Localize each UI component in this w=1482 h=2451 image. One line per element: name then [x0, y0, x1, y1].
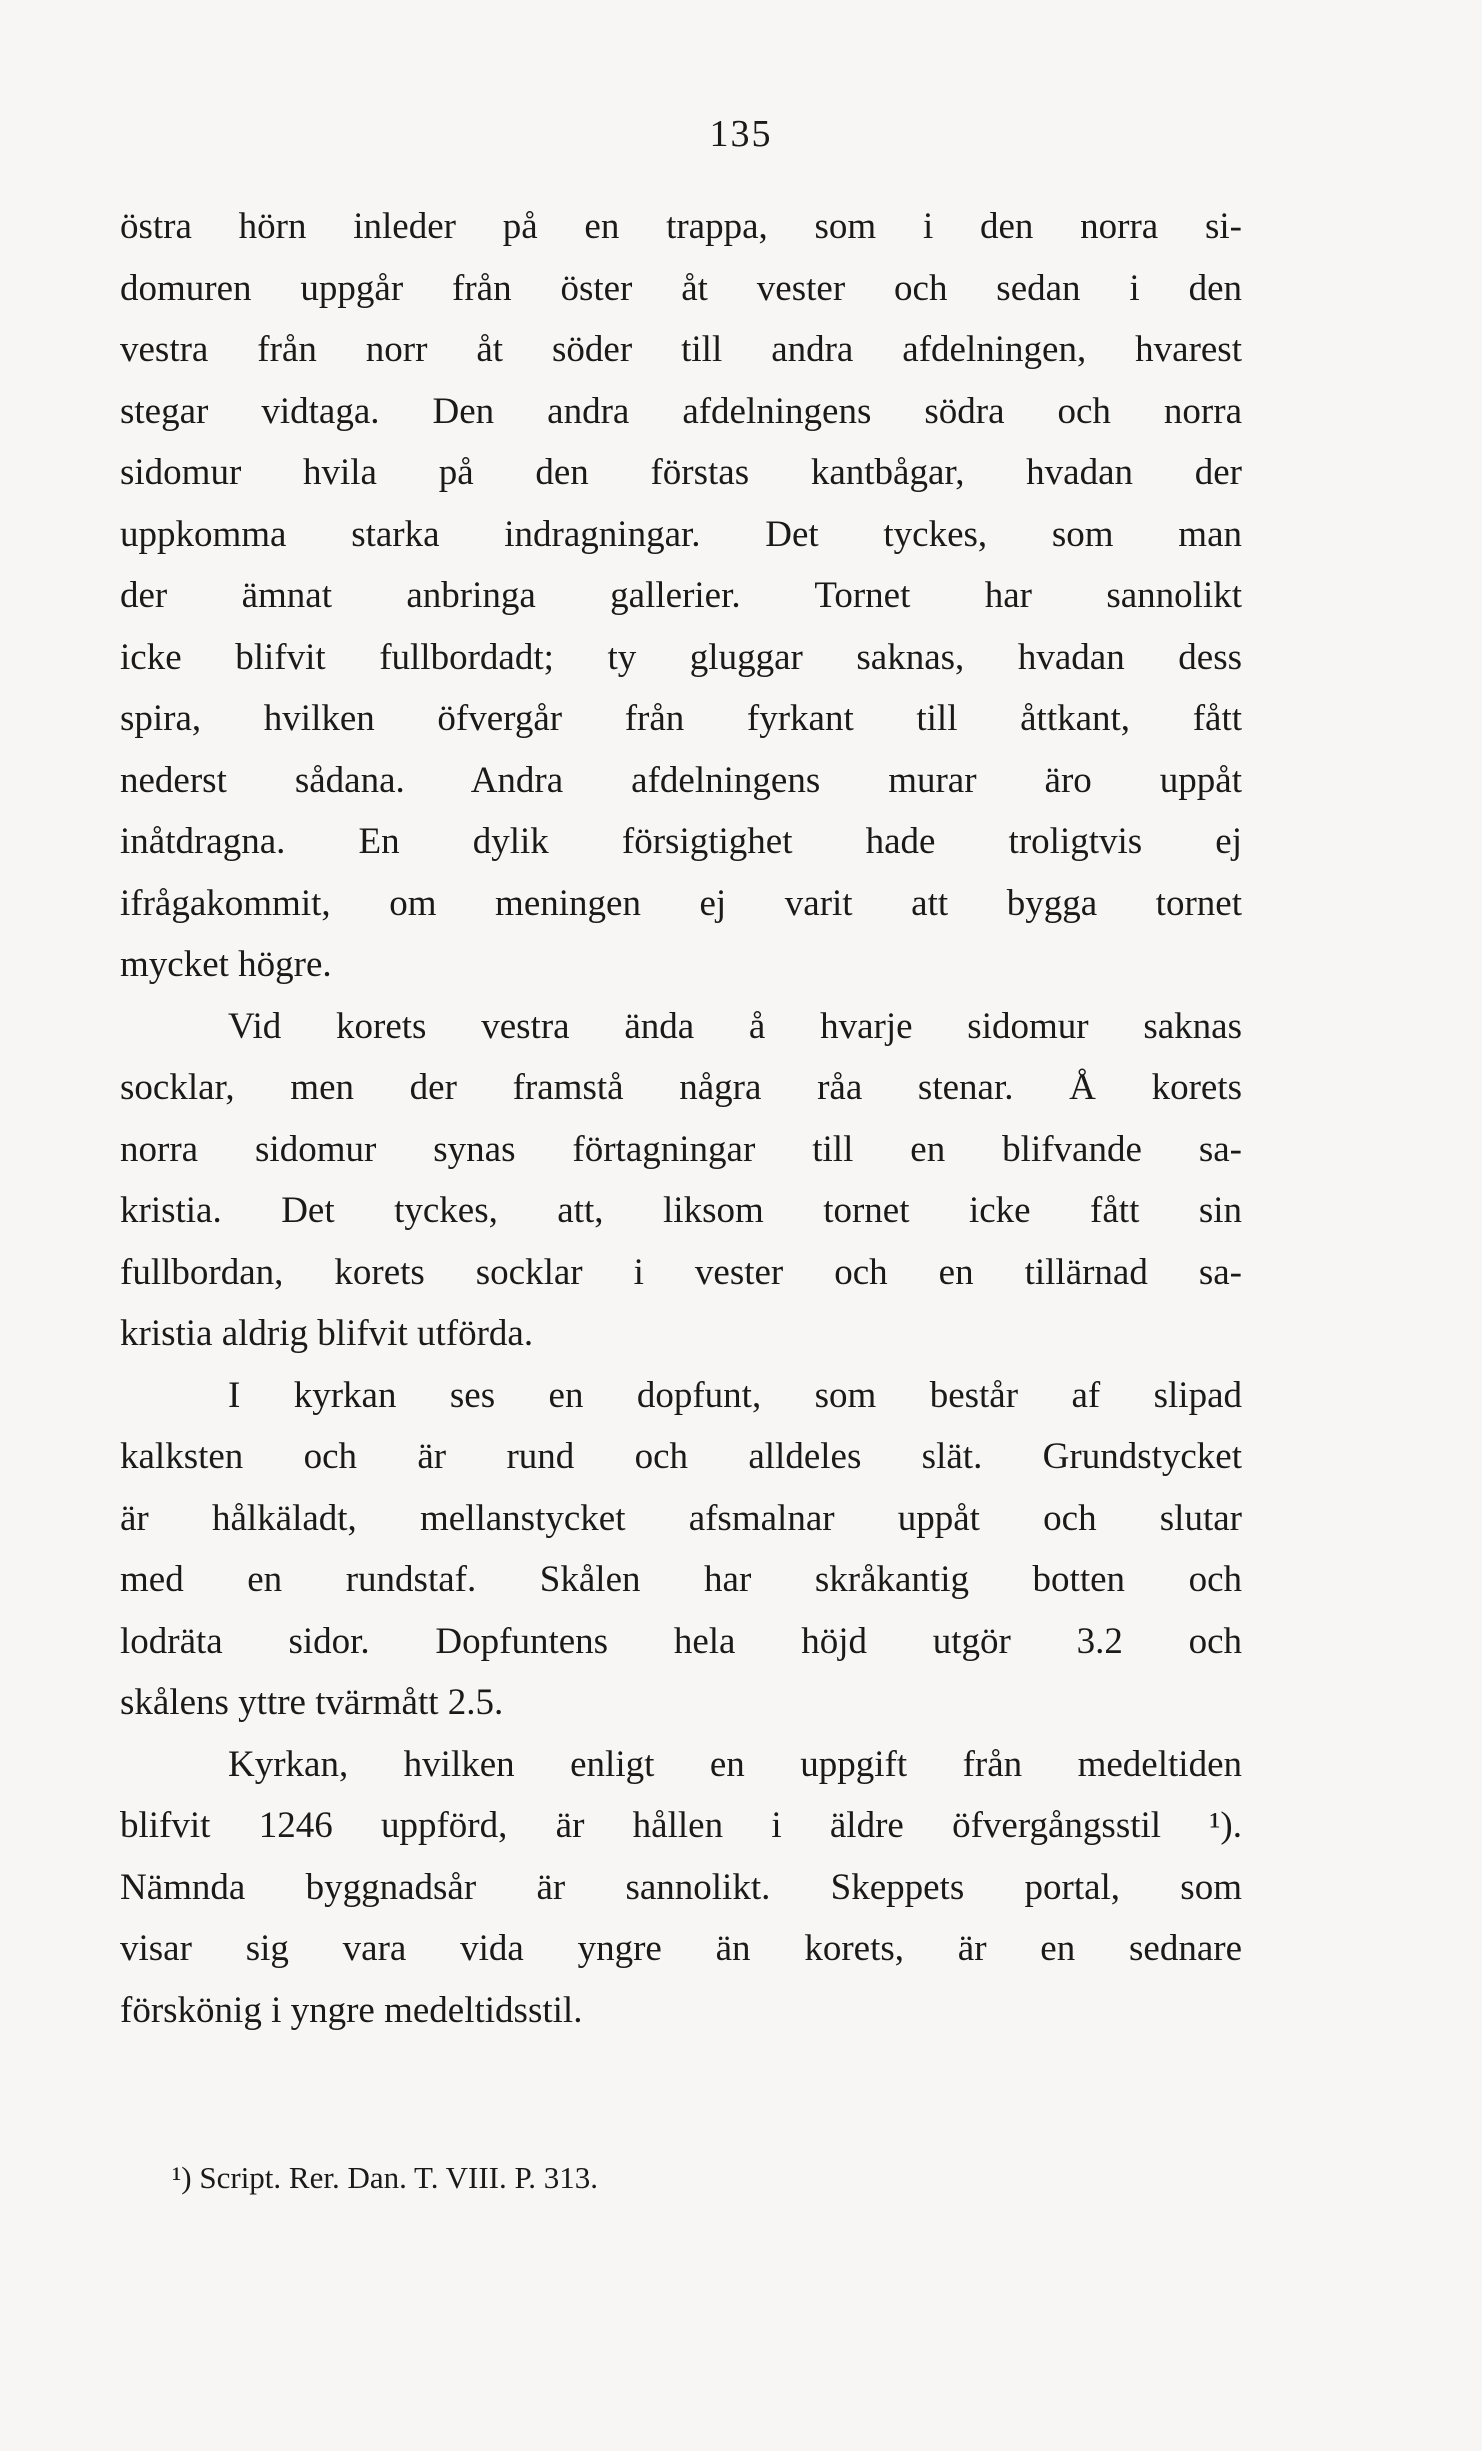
- text-line: kristia. Det tyckes, att, liksom tornet icke fått sin: [120, 1190, 1242, 1231]
- text-line: ifrågakommit, om meningen ej varit att bygga tornet: [120, 882, 1242, 924]
- text-line: fullbordan, korets socklar i vester och en tillärnad sa-: [120, 1251, 1242, 1293]
- text-line: skålens yttre tvärmått 2.5.: [120, 1682, 504, 1723]
- text-line: uppkomma starka indragningar. Det tyckes, som man: [120, 513, 1242, 555]
- text-line: vestra från norr åt söder till andra afdelningen, hvarest: [120, 329, 1242, 370]
- text-line: blifvit 1246 uppförd, är hållen i äldre öfvergångsstil ¹).: [120, 1805, 1242, 1846]
- footnote-text: Script. Rer. Dan. T. VIII. P. 313.: [199, 2160, 599, 2195]
- text-line: spira, hvilken öfvergår från fyrkant till åttkant, fått: [120, 698, 1242, 739]
- text-line: Nämnda byggnadsår är sannolikt. Skeppets portal, som: [120, 1866, 1242, 1908]
- text-line: mycket högre.: [120, 944, 332, 985]
- footnote: [172, 2160, 598, 2196]
- text-line: förskönig i yngre medeltidsstil.: [120, 1989, 583, 2031]
- paragraph-4: [120, 1734, 1242, 2042]
- text-line: sidomur hvila på den förstas kantbågar, hvadan der: [120, 452, 1242, 493]
- paragraph-1: [120, 196, 1242, 996]
- text-line: visar sig vara vida yngre än korets, är en sednare: [120, 1928, 1242, 1969]
- text-line: nederst sådana. Andra afdelningens murar äro uppåt: [120, 759, 1242, 801]
- text-line: norra sidomur synas förtagningar till en blifvande sa-: [120, 1128, 1242, 1170]
- text-line: med en rundstaf. Skålen har skråkantig botten och: [120, 1559, 1242, 1600]
- paragraph-2: [120, 996, 1242, 1365]
- text-line: Kyrkan, hvilken enligt en uppgift från medeltiden: [228, 1743, 1242, 1785]
- text-line: kristia aldrig blifvit utförda.: [120, 1313, 534, 1354]
- text-line: östra hörn inleder på en trappa, som i den norra si-: [120, 206, 1242, 247]
- text-line: icke blifvit fullbordadt; ty gluggar saknas, hvadan dess: [120, 636, 1242, 678]
- text-line: der ämnat anbringa gallerier. Tornet har sannolikt: [120, 575, 1242, 616]
- text-line: kalksten och är rund och alldeles slät. Grundstycket: [120, 1436, 1242, 1477]
- page-number: 135: [709, 113, 773, 155]
- text-line: Vid korets vestra ända å hvarje sidomur saknas: [228, 1005, 1242, 1047]
- text-line: är hålkäladt, mellanstycket afsmalnar uppåt och slutar: [120, 1497, 1242, 1539]
- text-line: domuren uppgår från öster åt vester och sedan i den: [120, 267, 1242, 309]
- text-line: inåtdragna. En dylik försigtighet hade troligtvis ej: [120, 821, 1242, 862]
- text-line: socklar, men der framstå några råa stenar. Å korets: [120, 1067, 1242, 1108]
- text-line: stegar vidtaga. Den andra afdelningens södra och norra: [120, 390, 1242, 432]
- body-text: [120, 196, 1242, 2041]
- paragraph-3: [120, 1365, 1242, 1734]
- footnote-marker: ¹): [172, 2160, 192, 2195]
- text-line: I kyrkan ses en dopfunt, som består af slipad: [228, 1374, 1242, 1416]
- text-line: lodräta sidor. Dopfuntens hela höjd utgör 3.2 och: [120, 1620, 1242, 1662]
